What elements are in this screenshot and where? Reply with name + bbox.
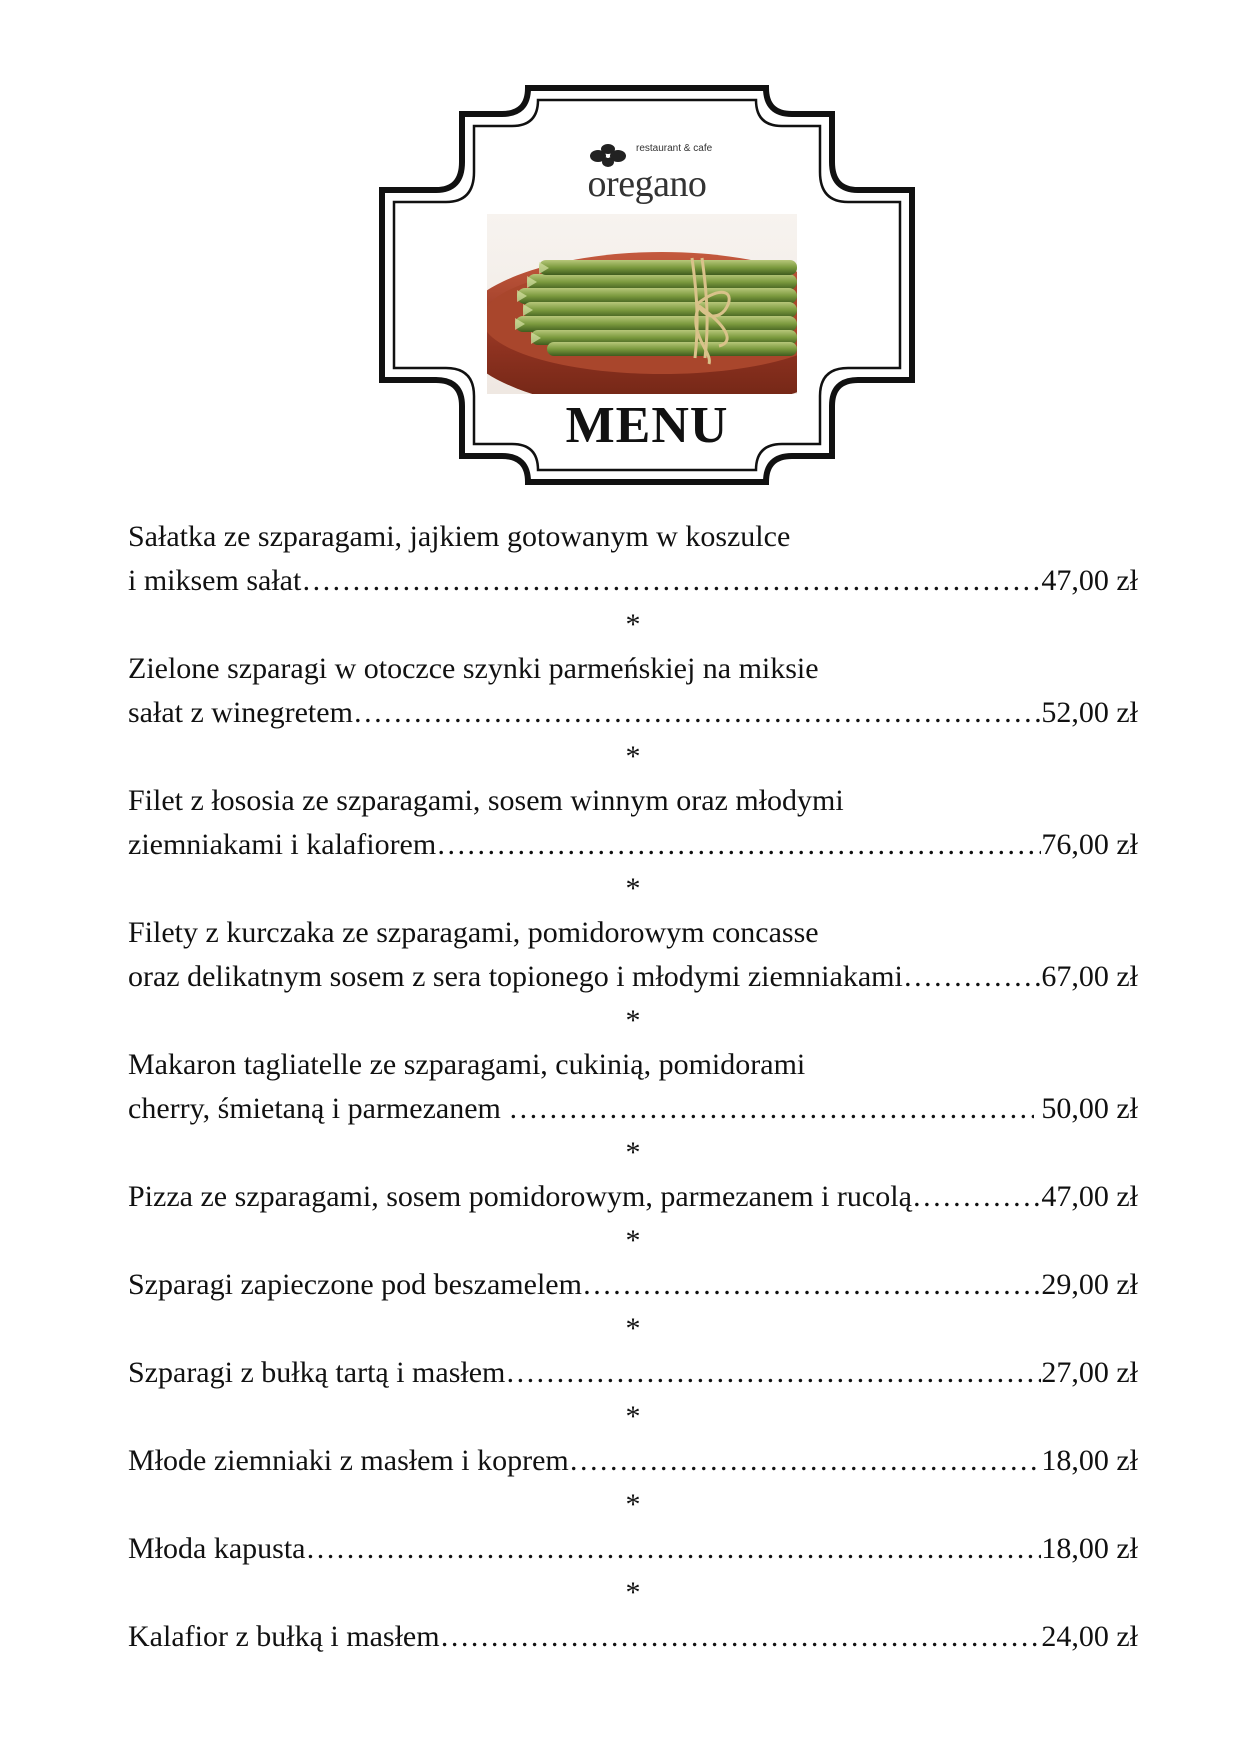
- menu-item: [128, 1263, 1138, 1307]
- dot-leader: [353, 691, 1041, 735]
- menu-item: [128, 1439, 1138, 1483]
- dot-leader: [436, 823, 1041, 867]
- menu-item-price: 18,00 zł: [1041, 1532, 1138, 1565]
- item-separator: *: [625, 872, 641, 905]
- menu-item-name: cherry, śmietaną i parmezanem: [128, 1092, 509, 1125]
- menu-items-list: [128, 515, 1138, 1659]
- menu-title: MENU: [565, 397, 729, 454]
- item-separator: *: [625, 1136, 641, 1169]
- menu-item-description-line: Filet z łososia ze szparagami, sosem winnym oraz młodymi: [128, 784, 844, 817]
- menu-item-name: Kalafior z bułką i masłem: [128, 1620, 440, 1653]
- menu-item-price: 52,00 zł: [1041, 696, 1138, 729]
- menu-item-name: ziemniakami i kalafiorem: [128, 828, 437, 861]
- menu-item: [128, 515, 1138, 603]
- menu-item-name: Pizza ze szparagami, sosem pomidorowym, parmezanem i rucolą: [128, 1180, 912, 1213]
- menu-item-price-line: [128, 1087, 1138, 1131]
- dot-leader: [505, 1351, 1041, 1395]
- item-separator: *: [625, 1576, 641, 1609]
- item-separator: *: [625, 1224, 641, 1257]
- menu-item-price-line: [128, 1175, 1138, 1219]
- dot-leader: [582, 1263, 1041, 1307]
- dot-leader: [440, 1615, 1042, 1659]
- menu-item-description-line: Zielone szparagi w otoczce szynki parmeńskiej na miksie: [128, 652, 819, 685]
- item-separator: *: [625, 608, 641, 641]
- item-separator: *: [625, 1312, 641, 1345]
- menu-item-price: 47,00 zł: [1041, 564, 1138, 597]
- menu-item-name: oraz delikatnym sosem z sera topionego i młodymi ziemniakami: [128, 960, 903, 993]
- dot-leader: [301, 559, 1041, 603]
- asparagus-photo: [487, 214, 797, 394]
- menu-item: [128, 779, 1138, 867]
- item-separator: *: [625, 740, 641, 773]
- menu-item-price: 29,00 zł: [1041, 1268, 1138, 1301]
- menu-item-description-line: Makaron tagliatelle ze szparagami, cukinią, pomidorami: [128, 1048, 806, 1081]
- menu-item-description-line: Sałatka ze szparagami, jajkiem gotowanym w koszulce: [128, 520, 791, 553]
- menu-item-price: 24,00 zł: [1041, 1620, 1138, 1653]
- menu-item-price-line: [128, 1439, 1138, 1483]
- menu-item-price-line: [128, 955, 1138, 999]
- menu-item-price: 47,00 zł: [1041, 1180, 1138, 1213]
- menu-item: [128, 647, 1138, 735]
- menu-item-price: 18,00 zł: [1041, 1444, 1138, 1477]
- dot-leader: [912, 1175, 1041, 1219]
- menu-item-name: Młoda kapusta: [128, 1532, 306, 1565]
- brand-name: oregano: [587, 163, 707, 205]
- menu-item: [128, 1351, 1138, 1395]
- menu-item-name: Szparagi z bułką tartą i masłem: [128, 1356, 506, 1389]
- menu-item-name: i miksem sałat: [128, 564, 302, 597]
- brand-tagline: restaurant & cafe: [636, 143, 713, 154]
- dot-leader: [569, 1439, 1042, 1483]
- menu-item: [128, 1527, 1138, 1571]
- menu-item: [128, 1175, 1138, 1219]
- menu-item-price-line: [128, 1263, 1138, 1307]
- item-separator: *: [625, 1400, 641, 1433]
- menu-item-name: Szparagi zapieczone pod beszamelem: [128, 1268, 582, 1301]
- menu-item-price-line: [128, 691, 1138, 735]
- menu-item-name: Młode ziemniaki z masłem i koprem: [128, 1444, 569, 1477]
- dot-leader: [903, 955, 1042, 999]
- dot-leader: [508, 1087, 1033, 1131]
- menu-item-price: 67,00 zł: [1041, 960, 1138, 993]
- menu-item-price-line: [128, 823, 1138, 867]
- menu-item-price: 27,00 zł: [1041, 1356, 1138, 1389]
- menu-item-price-line: [128, 1615, 1138, 1659]
- item-separator: *: [625, 1488, 641, 1521]
- menu-item: [128, 911, 1138, 999]
- menu-item-name: sałat z winegretem: [128, 696, 353, 729]
- menu-item: [128, 1615, 1138, 1659]
- menu-item-price: 50,00 zł: [1033, 1092, 1138, 1125]
- menu-item: [128, 1043, 1138, 1131]
- menu-item-price-line: [128, 559, 1138, 603]
- dot-leader: [305, 1527, 1041, 1571]
- menu-item-price: 76,00 zł: [1041, 828, 1138, 861]
- menu-header: [378, 84, 916, 486]
- item-separator: *: [625, 1004, 641, 1037]
- menu-item-price-line: [128, 1351, 1138, 1395]
- menu-item-price-line: [128, 1527, 1138, 1571]
- menu-item-description-line: Filety z kurczaka ze szparagami, pomidorowym concasse: [128, 916, 819, 949]
